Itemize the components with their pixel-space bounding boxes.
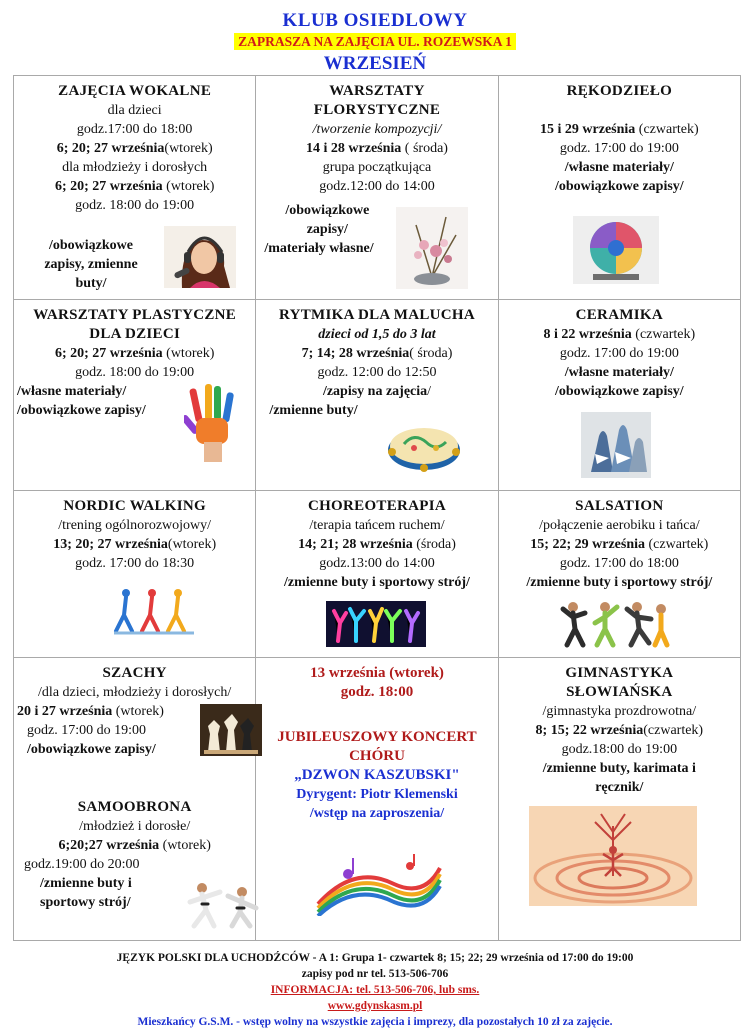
- cell-rekodzielo: [498, 76, 740, 300]
- cell-salsation: [498, 491, 740, 658]
- chess-image: [200, 704, 262, 756]
- cell-florystyczne: [256, 76, 498, 300]
- table-row: [14, 658, 741, 941]
- tambourine-image: [384, 418, 464, 476]
- cell-note: /obowiązkowe: [285, 203, 370, 218]
- footer-phone: zapisy pod nr tel. 513-506-706: [301, 968, 449, 980]
- cell-line: [14, 836, 255, 855]
- cell-nordic: [14, 491, 256, 658]
- cell-line: [259, 344, 494, 363]
- cell-line: dla młodzieży i dorosłych: [62, 160, 208, 175]
- cell-line: /tworzenie kompozycji/: [312, 122, 442, 137]
- footer-website-link[interactable]: www.gdynskasm.pl: [327, 1000, 423, 1012]
- cell-title: SAMOOBRONA: [77, 799, 192, 815]
- day-text: (wtorek): [159, 838, 211, 853]
- cell-line: dzieci od 1,5 do 3 lat: [318, 327, 436, 342]
- day-text: ( środa): [409, 346, 453, 361]
- poster-title: KLUB OSIEDLOWY: [282, 10, 468, 31]
- cell-ceramika: [498, 300, 740, 491]
- cell-note: zapisy, zmienne: [44, 257, 138, 272]
- date-text: 20 i 27 września: [17, 704, 113, 719]
- cell-title: SALSATION: [575, 498, 664, 514]
- cell-title: ZAJĘCIA WOKALNE: [58, 83, 212, 99]
- cell-plastyczne: [14, 300, 256, 491]
- cell-title: CHOREOTERAPIA: [307, 498, 447, 514]
- table-row: [14, 300, 741, 491]
- cell-note: /zmienne buty i sportowy strój/: [284, 575, 470, 590]
- cell-line: [502, 120, 737, 139]
- cell-line: /gimnastyka prozdrowotna/: [542, 704, 697, 719]
- subtitle-highlight: ZAPRASZA NA ZAJĘCIA UL. ROZEWSKA 1: [234, 33, 516, 50]
- date-text: 15; 22; 29 września: [530, 537, 645, 552]
- cell-title: SZACHY: [102, 665, 167, 681]
- cell-title: RYTMIKA DLA MALUCHA: [278, 307, 475, 323]
- cell-note: /własne materiały/: [564, 365, 674, 380]
- table-row: [14, 491, 741, 658]
- cell-line: grupa początkująca: [322, 160, 432, 175]
- flower-arrangement-image: [396, 207, 468, 289]
- cell-line: /połączenie aerobiku i tańca/: [539, 518, 700, 533]
- cell-note: /obowiązkowe zapisy/: [554, 384, 684, 399]
- note-text: /: [427, 384, 432, 399]
- poster-month: WRZESIEŃ: [323, 53, 427, 74]
- date-text: 6; 20; 27 września: [56, 141, 165, 156]
- cell-title: WARSZTATY: [329, 83, 425, 99]
- schedule-table: [13, 75, 741, 941]
- cell-note: /własne materiały/: [17, 384, 127, 399]
- concert-date: 13 września (wtorek): [310, 665, 444, 681]
- date-text: 14; 21; 28 września: [298, 537, 413, 552]
- painted-hand-image: [184, 384, 240, 462]
- ceramics-image: [581, 412, 651, 478]
- nordic-walkers-image: [110, 587, 198, 637]
- day-text: (czwartek): [645, 537, 709, 552]
- cell-line: godz. 18:00 do 19:00: [75, 365, 195, 380]
- poster-subtitle: [0, 34, 750, 50]
- day-text: (wtorek): [164, 141, 213, 156]
- cell-line: godz.17:00 do 18:00: [76, 122, 193, 137]
- cell-line: godz.12:00 do 14:00: [319, 179, 435, 194]
- cell-koncert: [256, 658, 498, 941]
- cell-title: GIMNASTYKA: [565, 665, 674, 681]
- concert-title: CHÓRU: [349, 748, 405, 764]
- cell-title: WARSZTATY PLASTYCZNE: [33, 307, 237, 323]
- cell-line: [259, 535, 494, 554]
- cell-title: DLA DZIECI: [89, 326, 181, 342]
- self-defense-image: [184, 878, 262, 932]
- day-text: (wtorek): [112, 704, 164, 719]
- date-text: 6; 20; 27 września: [54, 179, 163, 194]
- cell-note: zapisy/: [306, 222, 348, 237]
- cell-line: [17, 139, 252, 158]
- date-text: 8; 15; 22 września: [535, 723, 644, 738]
- cell-note: ręcznik/: [595, 780, 644, 795]
- music-notes-image: [314, 854, 444, 916]
- footer-admission-note: Mieszkańcy G.S.M. - wstęp wolny na wszystkie zajęcia i imprezy, dla pozostałych 10 zł za zajęcie.: [137, 1016, 613, 1028]
- cell-line: dla dzieci: [107, 103, 162, 118]
- cell-note: /własne materiały/: [564, 160, 674, 175]
- day-text: (wtorek): [162, 346, 215, 361]
- cell-line: godz.13:00 do 14:00: [319, 556, 435, 571]
- day-text: (czwartek): [635, 122, 699, 137]
- date-text: 13; 20; 27 września: [53, 537, 168, 552]
- date-text: 14 i 28 września: [306, 141, 402, 156]
- cell-title: FLORYSTYCZNE: [313, 102, 441, 118]
- cell-note: /zmienne buty i sportowy strój/: [526, 575, 713, 590]
- singer-image: [164, 226, 236, 288]
- cell-note: /zmienne buty, karimata i: [542, 761, 696, 776]
- cell-title: RĘKODZIEŁO: [566, 83, 673, 99]
- cell-line: [502, 535, 737, 554]
- date-text: 7; 14; 28 września: [301, 346, 410, 361]
- day-text: (środa): [412, 537, 456, 552]
- cell-note: /obowiązkowe zapisy/: [554, 179, 684, 194]
- note-text: /zapisy na zajęcia: [322, 384, 428, 399]
- cell-note: buty/: [75, 276, 107, 291]
- cell-choreo: [256, 491, 498, 658]
- date-text: 15 i 29 września: [540, 122, 636, 137]
- cell-note: /zmienne buty/: [269, 403, 358, 418]
- date-text: 8 i 22 września: [543, 327, 632, 342]
- cell-note: /obowiązkowe: [49, 238, 133, 253]
- cell-szachy: [14, 658, 256, 941]
- cell-line: /terapia tańcem ruchem/: [309, 518, 445, 533]
- cell-line: godz. 12:00 do 12:50: [317, 365, 437, 380]
- cell-title: SŁOWIAŃSKA: [566, 684, 673, 700]
- cell-wokalne: [14, 76, 256, 300]
- cell-line: /trening ogólnorozwojowy/: [58, 518, 212, 533]
- cell-note: sportowy strój/: [40, 895, 131, 910]
- cell-line: godz.18:00 do 19:00: [561, 742, 678, 757]
- cell-line: godz. 17:00 do 19:00: [559, 346, 679, 361]
- cell-line: godz. 18:00 do 19:00: [75, 198, 195, 213]
- cell-gimnastyka: [498, 658, 740, 941]
- footer-info: INFORMACJA: tel. 513-506-706, lub sms.: [270, 984, 480, 996]
- cell-line: godz. 17:00 do 18:30: [75, 556, 195, 571]
- day-text: (wtorek): [162, 179, 215, 194]
- day-text: (czwartek): [631, 327, 696, 342]
- cell-line: godz. 17:00 do 19:00: [559, 141, 679, 156]
- footer-language-course: JĘZYK POLSKI DLA UCHODŹCÓW - A 1: Grupa 1- czwartek 8; 15; 22; 29 września od 17:00 do 19:00: [116, 952, 634, 964]
- cell-line: [259, 139, 494, 158]
- cell-note: /obowiązkowe zapisy/: [17, 403, 146, 418]
- dancers-image: [326, 601, 426, 647]
- cell-note: /materiały własne/: [264, 241, 374, 256]
- cell-line: [502, 721, 737, 740]
- cell-title: CERAMIKA: [575, 307, 664, 323]
- day-text: (wtorek): [167, 537, 217, 552]
- concert-note: /wstęp na zaproszenia/: [309, 806, 445, 821]
- cell-line: [502, 325, 737, 344]
- meditation-ripple-image: [529, 806, 697, 906]
- cell-note: /obowiązkowe zapisy/: [27, 742, 156, 757]
- cell-line: godz. 17:00 do 18:00: [559, 556, 679, 571]
- date-text: 6;20;27 września: [58, 838, 160, 853]
- cell-rytmika: [256, 300, 498, 491]
- table-row: [14, 76, 741, 300]
- choir-name: „DZWON KASZUBSKI": [294, 767, 460, 783]
- cell-line: [17, 177, 252, 196]
- cell-title: NORDIC WALKING: [63, 498, 207, 514]
- cell-line: [17, 344, 252, 363]
- cell-line: godz.19:00 do 20:00: [24, 857, 140, 872]
- cell-line: /dla dzieci, młodzieży i dorosłych/: [38, 685, 232, 700]
- cell-line: [17, 535, 252, 554]
- date-text: 6; 20; 27 września: [54, 346, 163, 361]
- cell-note: [259, 382, 494, 401]
- cell-line: godz. 17:00 do 19:00: [27, 723, 146, 738]
- day-text: (czwartek): [643, 723, 704, 738]
- concert-time: godz. 18:00: [340, 684, 414, 700]
- concert-title: JUBILEUSZOWY KONCERT: [277, 729, 477, 745]
- handicraft-image: [573, 216, 659, 284]
- cell-note: /zmienne buty i: [40, 876, 132, 891]
- salsation-dancers-image: [559, 599, 671, 649]
- day-text: ( środa): [401, 141, 448, 156]
- cell-line: /młodzież i dorosłe/: [79, 819, 191, 834]
- conductor: Dyrygent: Piotr Klemenski: [296, 787, 458, 802]
